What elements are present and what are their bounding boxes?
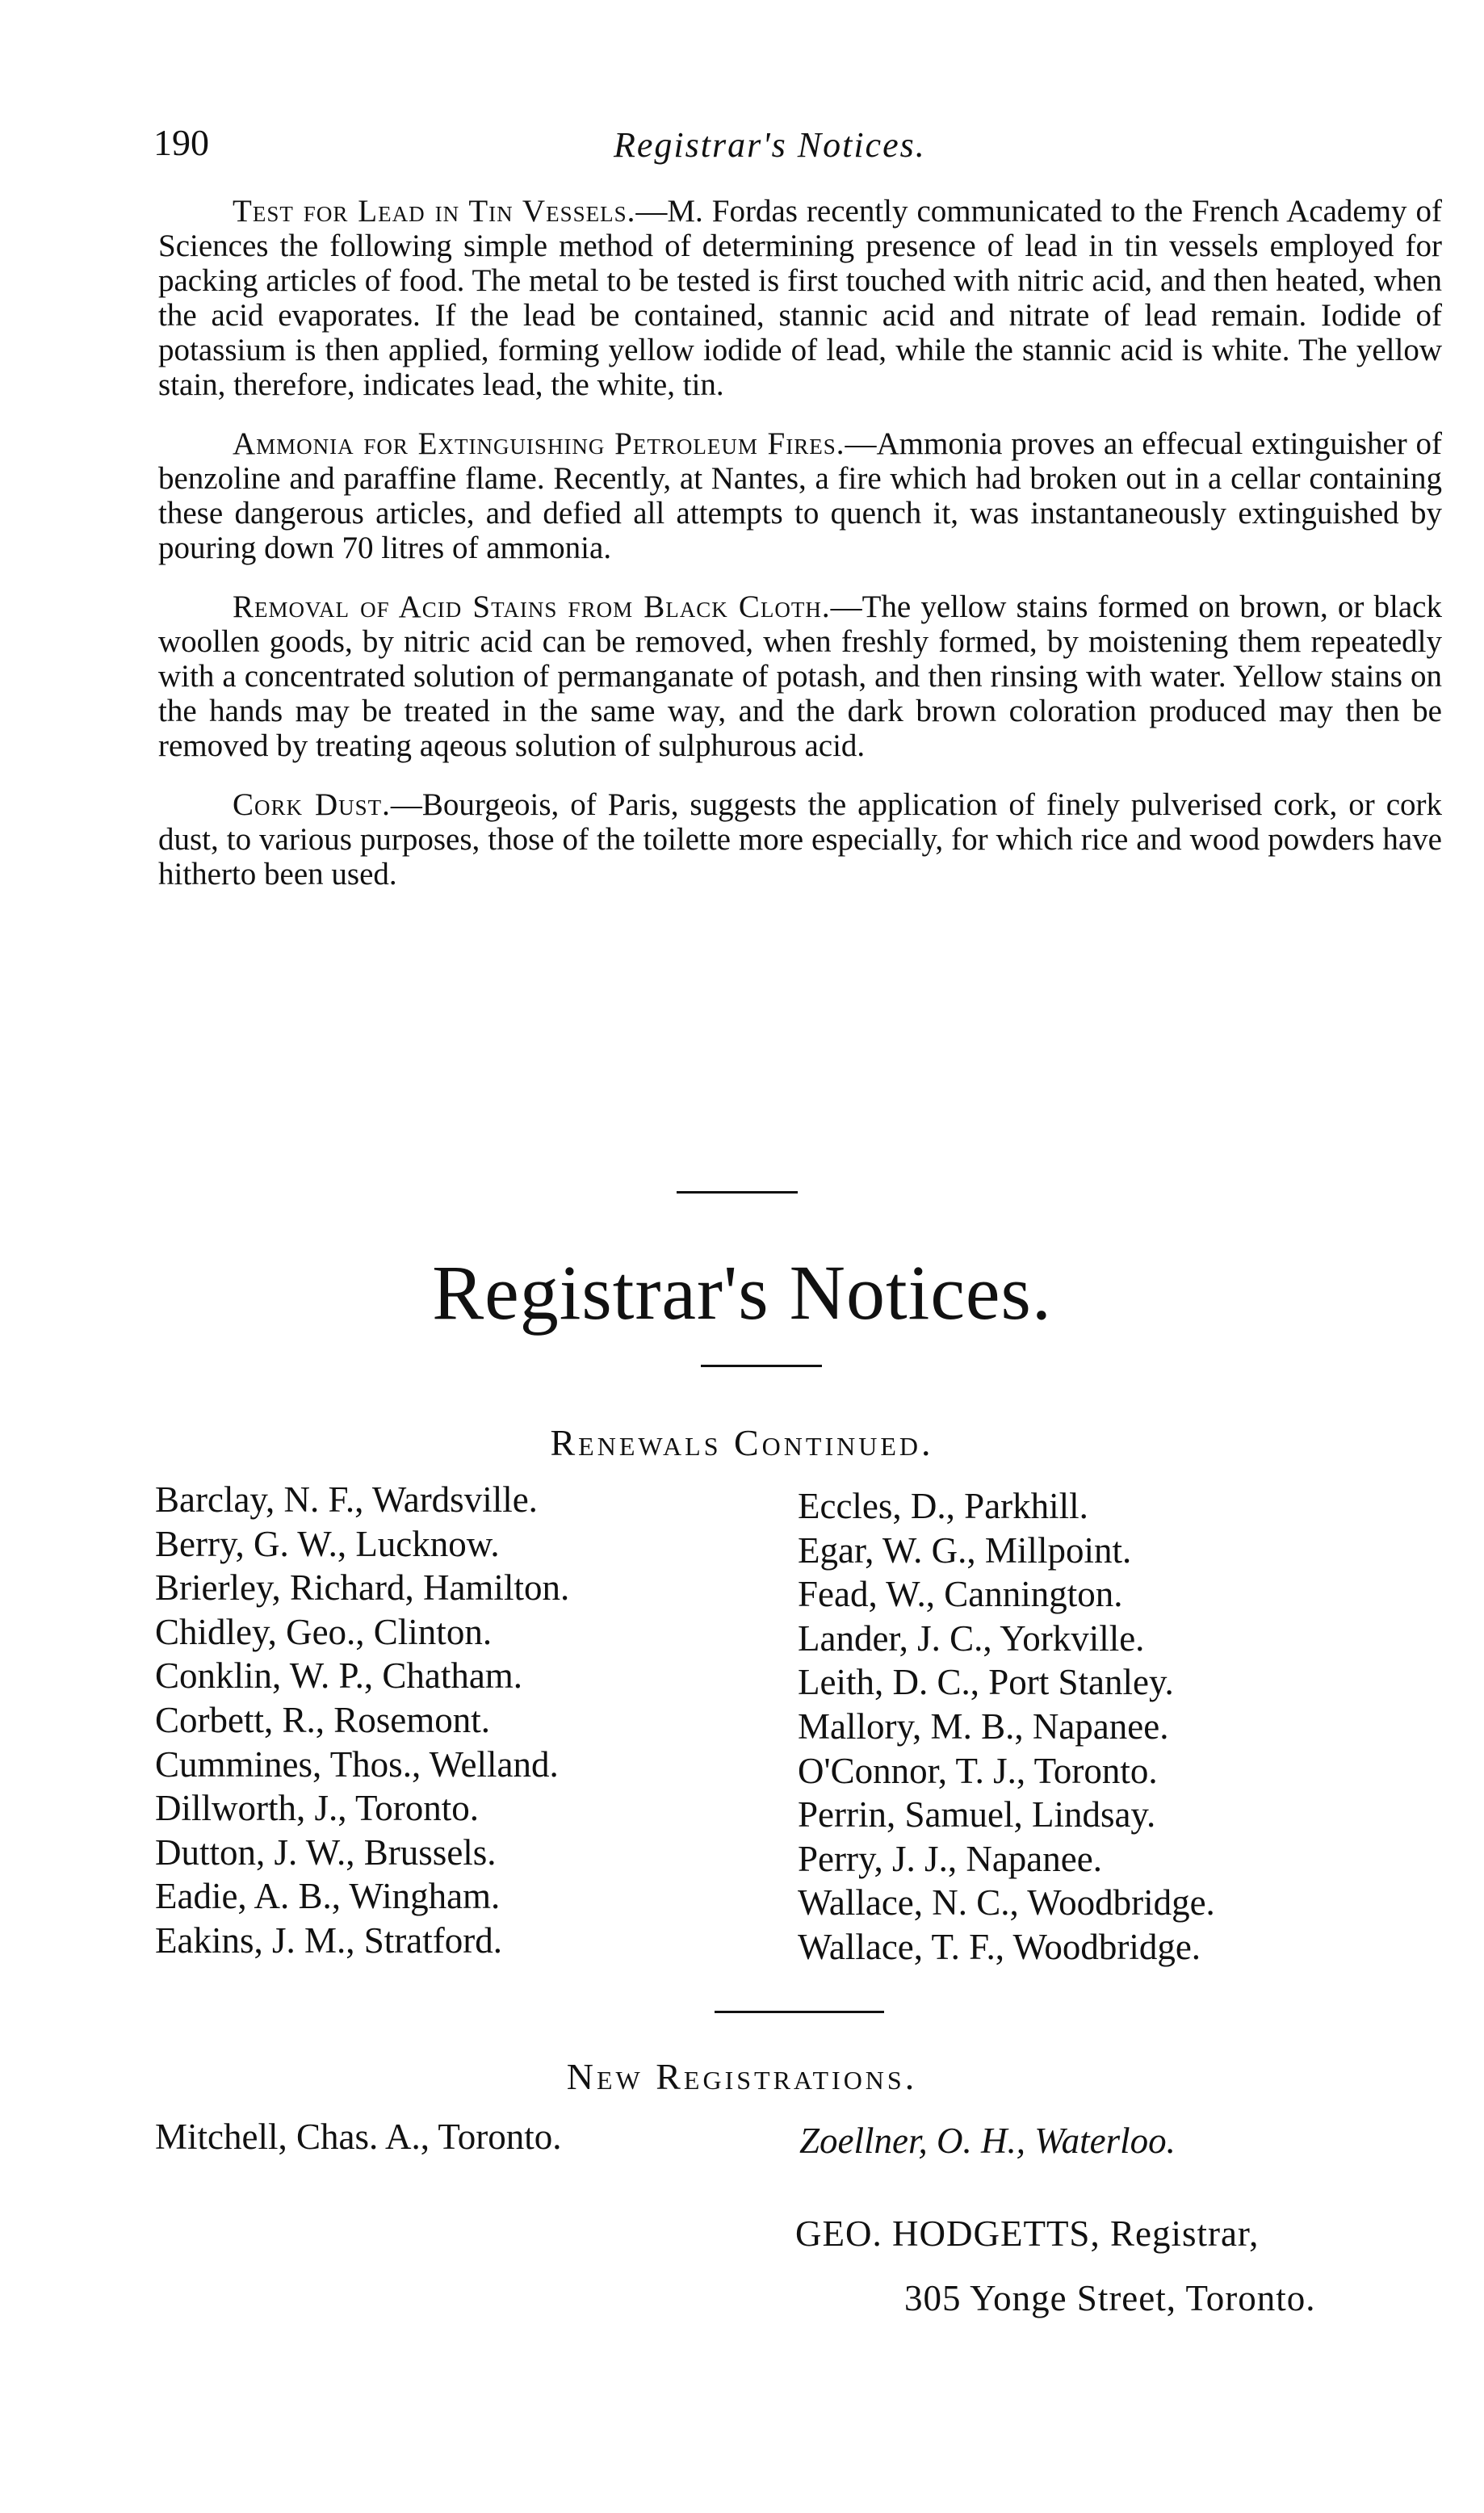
list-item: Eadie, A. B., Wingham. xyxy=(155,1876,501,1917)
list-item: Dutton, J. W., Brussels. xyxy=(155,1831,497,1873)
article-lead-test xyxy=(158,194,1442,402)
signature-line-2: 305 Yonge Street, Toronto. xyxy=(904,2278,1316,2318)
page-header xyxy=(153,121,1445,178)
list-item: Conklin, W. P., Chatham. xyxy=(155,1655,523,1697)
list-item: Mallory, M. B., Napanee. xyxy=(798,1705,1169,1747)
signature-line-1: GEO. HODGETTS, Registrar, xyxy=(795,2213,1260,2254)
article-body: —Bourgeois, of Paris, suggests the application of finely pulverised cork, or cork dust, to various purposes, those of the toilette more especially, for which rice and wood powders have hitherto been used. xyxy=(158,787,1442,892)
renewals-left-list xyxy=(155,1478,569,1963)
article-body: —Ammonia proves an effecual extinguisher of benzoline and paraffine flame. Recently, at Nantes, a fire which had broken out in a cellar containing these dangerous articles, and defied all attempts to quench it, was instantaneously extinguished by pouring down 70 litres of ammonia. xyxy=(158,426,1443,565)
article-heading: Test for Lead in Tin Vessels. xyxy=(233,194,636,229)
article-body: —The yellow stains formed on brown, or black woollen goods, by nitric acid can be removed, when freshly formed, by moistening them repeatedly with a concentrated solution of permanganate of potash, and then rinsing with water. Yellow stains on the hands may be treated in the same way, and the dark brown coloration produced may then be removed by treating aqeous solution of sulphurous acid. xyxy=(158,589,1442,763)
section-title: Registrar's Notices. xyxy=(432,1249,1052,1336)
list-item: Berry, G. W., Lucknow. xyxy=(155,1523,500,1564)
article-body: —M. Fordas recently communicated to the French Academy of Sciences the following simple method of determining presence of lead in tin vessels employed for packing articles of food. The metal to be tested is first touched with nitric acid, and then heated, when the acid evaporates. If the lead be contained, stannic acid and nitrate of lead remain. Iodide of potassium is then applied, forming yellow iodide of lead, while the stannic acid is white. The yellow stain, therefore, indicates lead, the white, tin. xyxy=(158,194,1442,402)
new-registration-left: Mitchell, Chas. A., Toronto. xyxy=(155,2117,562,2157)
list-item: Cummines, Thos., Welland. xyxy=(155,1743,559,1785)
list-item: Lander, J. C., Yorkville. xyxy=(798,1617,1145,1659)
list-item: Eccles, D., Parkhill. xyxy=(798,1486,1088,1526)
running-head: Registrar's Notices. xyxy=(614,125,926,165)
article-ammonia xyxy=(158,426,1442,565)
article-heading: Cork Dust. xyxy=(233,787,391,822)
divider-rule xyxy=(715,2011,884,2013)
list-item: Barclay, N. F., Wardsville. xyxy=(155,1479,538,1520)
list-item: Chidley, Geo., Clinton. xyxy=(155,1611,493,1652)
list-item: Perry, J. J., Napanee. xyxy=(798,1838,1102,1879)
divider-rule xyxy=(677,1191,798,1194)
list-item: Wallace, T. F., Woodbridge. xyxy=(798,1926,1201,1967)
article-heading: Ammonia for Extinguishing Petroleum Fires. xyxy=(233,426,845,461)
list-item: Egar, W. G., Millpoint. xyxy=(798,1529,1132,1571)
renewals-heading: Renewals Continued. xyxy=(550,1422,934,1463)
list-item: Brierley, Richard, Hamilton. xyxy=(155,1567,570,1609)
list-item: O'Connor, T. J., Toronto. xyxy=(798,1750,1158,1791)
article-heading: Removal of Acid Stains from Black Cloth. xyxy=(233,589,831,624)
list-item: Dillworth, J., Toronto. xyxy=(155,1788,480,1829)
new-registration-right: Zoellner, O. H., Waterloo. xyxy=(799,2121,1176,2161)
list-item: Fead, W., Cannington. xyxy=(798,1574,1123,1615)
list-item: Perrin, Samuel, Lindsay. xyxy=(798,1794,1156,1835)
renewals-right-list xyxy=(798,1484,1215,1970)
articles xyxy=(158,194,1442,916)
article-acid-stains xyxy=(158,589,1442,763)
page-number: 190 xyxy=(153,122,209,163)
new-registrations-heading: New Registrations. xyxy=(566,2056,918,2097)
article-cork-dust xyxy=(158,787,1442,892)
divider-rule xyxy=(701,1365,822,1367)
list-item: Corbett, R., Rosemont. xyxy=(155,1699,490,1740)
list-item: Eakins, J. M., Stratford. xyxy=(155,1919,502,1961)
list-item: Leith, D. C., Port Stanley. xyxy=(798,1662,1174,1703)
list-item: Wallace, N. C., Woodbridge. xyxy=(798,1882,1215,1924)
